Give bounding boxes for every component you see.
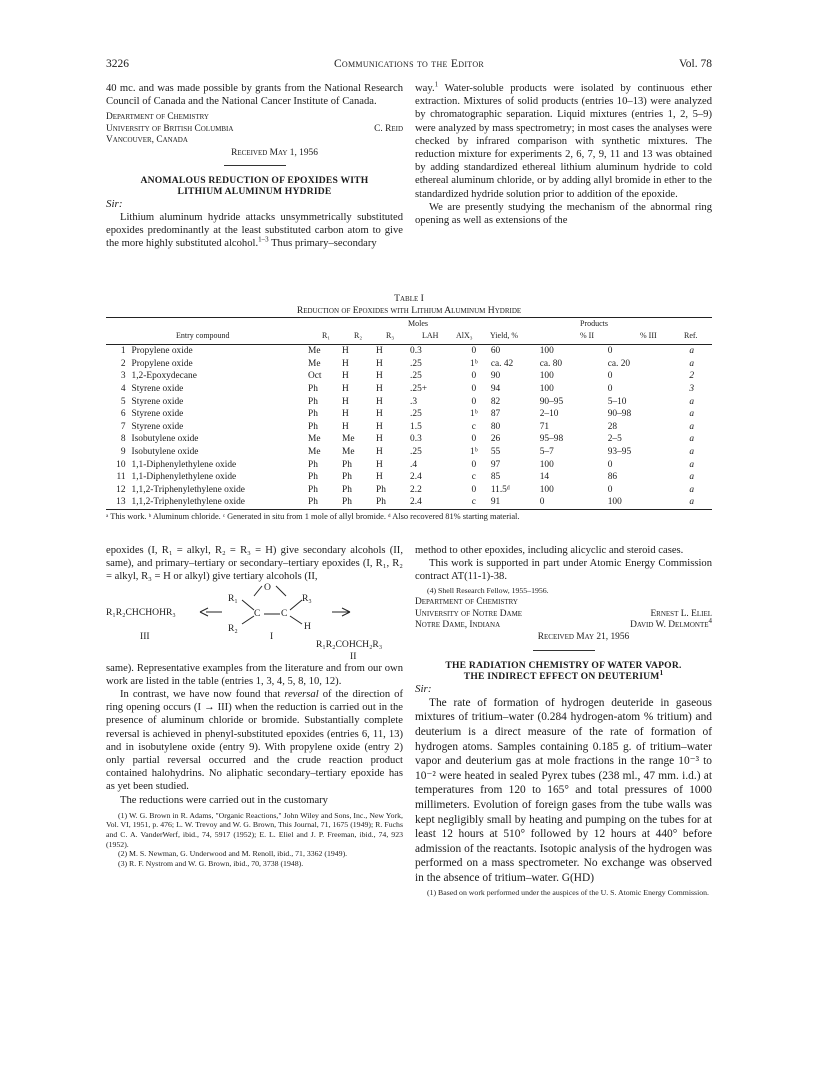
table-cell: 87 <box>490 409 501 420</box>
table-label: Table I <box>394 293 424 304</box>
table-cell: 71 <box>539 421 550 432</box>
running-title: Communications to the Editor <box>333 58 485 70</box>
table-cell: c <box>471 421 476 432</box>
epoxide-label: I <box>270 630 274 642</box>
table-cell: 5–7 <box>539 447 554 458</box>
column-header: AlX₃ <box>456 331 473 340</box>
table-cell: 100 <box>539 346 554 357</box>
table-cell: 0 <box>471 371 477 382</box>
table-cell: Isobutylene oxide <box>131 447 199 458</box>
table-cell: 0 <box>539 497 545 508</box>
table-title: Reduction of Epoxides with Lithium Aluminum Hydride <box>296 305 522 316</box>
table-cell: 100 <box>539 459 554 470</box>
table-row <box>106 358 712 371</box>
table-cell: 0 <box>607 459 613 470</box>
table-cell: a <box>689 472 695 483</box>
table-cell: 3 <box>689 384 695 395</box>
table-cell: 0.3 <box>410 346 422 357</box>
paragraph: This work is supported in part under Atomic Energy Commission contract AT(11-1)-38. <box>415 558 712 583</box>
table-cell: Ph <box>342 459 352 470</box>
table-cell: H <box>376 358 383 369</box>
carbon-atom: C <box>254 607 261 619</box>
table-cell: a <box>689 497 695 508</box>
table-row <box>106 446 712 459</box>
table-cell: H <box>376 459 383 470</box>
table-cell: .25 <box>410 358 422 369</box>
group-header-products: Products <box>580 319 608 328</box>
table-cell: 7 <box>120 421 126 432</box>
table-row <box>106 383 712 396</box>
table-cell: 0 <box>607 484 613 495</box>
table-cell: 5–10 <box>607 396 627 407</box>
table-cell: a <box>689 421 695 432</box>
table-cell: .25+ <box>410 384 428 395</box>
table-cell: 94 <box>490 384 501 395</box>
table-cell: Ph <box>376 484 386 495</box>
paragraph: method to other epoxides, including alicyclic and steroid cases. <box>415 545 684 556</box>
table-cell: 4 <box>120 384 126 395</box>
table-cell: 2.2 <box>410 484 422 495</box>
table-cell: 1ᵇ <box>470 409 478 420</box>
table-cell: H <box>342 409 349 420</box>
table-row <box>106 484 712 497</box>
paragraph: Lithium aluminum hydride attacks unsymmetrically substituted epoxides predominantly at the least substituted carbon atom to give the more highly substituted alcohol.$^{1-3}$ Thus primary–secondary <box>106 212 403 250</box>
salutation: Sir: <box>415 682 432 695</box>
affil-line: Department of Chemistry <box>106 112 209 123</box>
footnote: (4) Shell Research Fellow, 1955–1956. <box>427 585 549 595</box>
table-cell: 82 <box>490 396 501 407</box>
table-cell: 8 <box>120 434 126 445</box>
paragraph: same). Representative examples from the literature and from our own work are listed in the table (entries 1, 3, 4, 5, 8, 10, 12). <box>106 662 403 687</box>
affil-line: Notre Dame, Indiana <box>415 620 501 631</box>
paragraph: epoxides (I, R₁ = alkyl, R₂ = R₃ = H) give secondary alcohols (II, same), and primary–tertiary or secondary–tertiary epoxides (I, R₁, R₂ = alkyl, R₃ = H or alkyl) give tertiary alcohols (II, <box>106 545 403 583</box>
table-cell: 0.3 <box>410 434 422 445</box>
table-cell: .25 <box>410 409 422 420</box>
table-cell: Propylene oxide <box>131 346 193 357</box>
table-cell: 14 <box>539 472 550 483</box>
table-row <box>106 458 712 471</box>
table-row <box>106 408 712 421</box>
left-column-top <box>106 82 403 251</box>
table-cell: 2–5 <box>607 434 622 445</box>
affiliation <box>415 597 712 631</box>
article-title <box>415 660 712 683</box>
title-line: THE RADIATION CHEMISTRY OF WATER VAPOR. <box>445 659 682 671</box>
affil-line-with-author <box>415 609 712 620</box>
column-header: Yield, % <box>490 331 518 340</box>
table-cell: ca. 80 <box>539 358 563 369</box>
table-cell: Styrene oxide <box>131 384 184 395</box>
table-cell: 28 <box>607 421 618 432</box>
table-cell: 1ᵇ <box>470 358 478 369</box>
table-cell: Isobutylene oxide <box>131 434 199 445</box>
table-cell: 2–10 <box>539 409 559 420</box>
column-header: Ref. <box>684 331 698 340</box>
table-cell: Me <box>342 447 355 458</box>
paragraph: In contrast, we have now found that reversal of the direction of ring opening occurs (I → III) when the reduction is carried out in the presence of aluminum chloride or bromide. Substantially complete reversal is achieved in phenyl-substituted epoxides (entries 6, 11, 13) and in isobutylene oxide (entry 9). With propylene oxide (entry 2) only partial reversal occurred and the crude reaction product contained halohydrins. No aliphatic secondary–tertiary epoxide has as yet been studied. <box>106 689 403 793</box>
table-cell: H <box>342 358 349 369</box>
footnotes <box>106 811 403 869</box>
table-cell: Ph <box>307 396 318 407</box>
table-footnotes: ᵃ This work. ᵇ Aluminum chloride. ᶜ Generated in situ from 1 mole of allyl bromide. ᵈ Also recovered 81% starting material. <box>106 511 520 521</box>
table-cell: 10 <box>116 459 126 470</box>
table-cell: 1ᵇ <box>470 447 478 458</box>
table-cell: a <box>689 346 695 357</box>
table-cell: c <box>471 472 476 483</box>
table-cell: Oct <box>307 371 322 382</box>
table-cell: .25 <box>410 371 422 382</box>
table-cell: .25 <box>410 447 422 458</box>
table-cell: 100 <box>539 371 554 382</box>
table-cell: Styrene oxide <box>131 409 184 420</box>
table-cell: Ph <box>307 409 318 420</box>
column-header: % II <box>580 331 594 340</box>
right-column-bottom <box>415 544 712 897</box>
table-cell: Styrene oxide <box>131 396 184 407</box>
table-cell: 0 <box>607 371 613 382</box>
table-cell: 1.5 <box>410 421 422 432</box>
table-cell: 1,1,2-Triphenylethylene oxide <box>131 484 245 495</box>
substituent-r2: R₂ <box>228 622 238 634</box>
table-cell: 0 <box>471 459 477 470</box>
table-cell: H <box>342 396 349 407</box>
table-cell: 91 <box>490 497 501 508</box>
table-cell: 2 <box>689 371 695 382</box>
substituent-r3: R₃ <box>302 592 312 604</box>
title-line: THE INDIRECT EFFECT ON DEUTERIUM$^1$ <box>463 668 664 683</box>
table-cell: a <box>689 459 695 470</box>
table-cell: 100 <box>539 484 554 495</box>
column-header: R₃ <box>386 331 395 340</box>
table-cell: H <box>342 371 349 382</box>
column-header: Entry compound <box>176 331 230 340</box>
salutation: Sir: <box>106 197 123 210</box>
table-cell: Ph <box>307 472 318 483</box>
epoxide-oxygen: O <box>264 581 271 593</box>
author-name: David W. Delmonte$^4$ <box>630 616 712 631</box>
table-cell: 55 <box>490 447 501 458</box>
paragraph: The rate of formation of hydrogen deuteride in gaseous mixtures of tritium–water (0.284 hydrogen-atom % tritium) and deuterium is a direct measure of the rate of formation of hydrogen atoms. Samples containing 0.185 g. of tritium–water vapor and deuterium gas at mole fractions in the range 10⁻³ to 10⁻² were heated in sealed Pyrex tubes (238 ml., 47 mm. i.d.) at temperatures from 120 to 165° and total pressures of 1000 millimeters. Evolution of foreign gases from the tube walls was kept negligibly small by heating and pumping on the tubes for at least 12 hours at 510° followed by 12 hours at 440° before admission of the reactants. Isotopic analysis of the hydrogen was performed on a mass spectrometer. No exchange was observed in the absence of tritium–water. G(HD) <box>415 696 712 884</box>
table-cell: 90 <box>490 371 501 382</box>
table-row <box>106 433 712 446</box>
table-cell: ca. 20 <box>607 358 631 369</box>
column-header: R₁ <box>322 331 331 340</box>
table-cell: H <box>376 371 383 382</box>
table-cell: 1,2-Epoxydecane <box>131 371 197 382</box>
table-cell: 1,1-Diphenylethylene oxide <box>131 459 237 470</box>
table-cell: Me <box>307 346 321 357</box>
table-cell: Ph <box>342 472 352 483</box>
table-rule <box>106 509 712 510</box>
group-header-moles: Moles <box>408 319 428 328</box>
table-cell: Me <box>307 358 321 369</box>
table-cell: 90–98 <box>607 409 632 420</box>
paragraph: We are presently studying the mechanism of the abnormal ring opening as well as extensions of the <box>415 201 712 227</box>
table-cell: Me <box>342 434 355 445</box>
author-name: Ernest L. Eliel <box>650 608 712 619</box>
prev-article-closing: 40 mc. and was made possible by grants from the National Research Council of Canada and the National Cancer Institute of Canada. <box>106 83 403 108</box>
affil-line-with-author <box>415 616 712 631</box>
table-cell: Ph <box>342 484 352 495</box>
table-cell: 93–95 <box>607 447 632 458</box>
page-number: 3226 <box>106 58 129 70</box>
table-row <box>106 395 712 408</box>
table-cell: 0 <box>471 396 477 407</box>
table-cell: 11 <box>116 472 126 483</box>
table-row <box>106 421 712 434</box>
affil-line: Vancouver, Canada <box>106 135 188 146</box>
table-cell: H <box>376 421 383 432</box>
section-divider <box>224 165 286 166</box>
table-cell: a <box>689 447 695 458</box>
table-cell: a <box>689 434 695 445</box>
table-cell: H <box>376 384 383 395</box>
column-header: R₂ <box>354 331 363 340</box>
table-cell: H <box>376 434 383 445</box>
received-date: Received May 1, 1956 <box>231 147 318 158</box>
table-cell: H <box>342 346 349 357</box>
table-cell: 2.4 <box>410 497 422 508</box>
table-cell: .4 <box>410 459 418 470</box>
table-cell: 2.4 <box>410 472 422 483</box>
table-cell: Ph <box>307 459 318 470</box>
table-cell: H <box>376 447 383 458</box>
paragraph: way.$^1$ Water-soluble products were isolated by continuous ether extraction. Mixtures of solid products (entries 10–13) were analyzed by chromatographic separation. Liquid mixtures (entries 1, 2, 5–9) were analyzed by mass spectrometry; in most cases the analyses were checked by infrared comparison with synthetic mixtures. The reduction mixture for experiments 2, 6, 7, 9, 11 and 13 was obtained by adding standardized ethereal lithium aluminum hydride to cold ethereal aluminum chloride, or by adding allyl bromide in ether to the standardized hydride solution prior to addition of the epoxide. <box>415 80 712 200</box>
table-cell: a <box>689 409 695 420</box>
received-date: Received May 21, 1956 <box>537 632 630 643</box>
article-title <box>106 175 403 198</box>
footnote: (2) M. S. Newman, G. Underwood and M. Renoll, ibid., 71, 3362 (1949). <box>118 849 348 859</box>
table-cell: Ph <box>307 421 318 432</box>
column-header: % III <box>640 331 657 340</box>
table-cell: 6 <box>120 409 126 420</box>
table-header <box>106 318 712 344</box>
affil-line: Department of Chemistry <box>415 597 518 608</box>
running-header <box>106 58 712 76</box>
substituent-r1: R₁ <box>228 592 238 604</box>
prev-affiliation <box>106 112 403 146</box>
table-cell: Ph <box>307 384 318 395</box>
title-line: ANOMALOUS REDUCTION OF EPOXIDES WITH <box>140 174 369 186</box>
table-cell: Ph <box>342 497 352 508</box>
table-cell: 3 <box>120 371 126 382</box>
table-row <box>106 471 712 484</box>
table-cell: 1,1-Diphenylethylene oxide <box>131 472 237 483</box>
substituent-h: H <box>304 620 311 632</box>
affil-line: University of Notre Dame <box>415 608 523 619</box>
left-column-bottom <box>106 544 403 868</box>
table-cell: H <box>342 421 349 432</box>
table-row <box>106 345 712 358</box>
table-cell: H <box>376 346 383 357</box>
table-cell: 26 <box>490 434 501 445</box>
column-header: LAH <box>422 331 439 340</box>
affil-line-with-author <box>106 124 403 135</box>
table-cell: 2 <box>120 358 126 369</box>
table-cell: H <box>376 472 383 483</box>
section-divider <box>533 650 595 651</box>
table-cell: H <box>342 384 349 395</box>
table-cell: 0 <box>607 384 613 395</box>
table-cell: Ph <box>307 484 318 495</box>
table-row <box>106 496 712 509</box>
paragraph: The reductions were carried out in the customary <box>120 794 328 806</box>
table-cell: .3 <box>410 396 418 407</box>
right-column-top <box>415 82 712 227</box>
reaction-scheme <box>106 581 403 662</box>
table-cell: a <box>689 484 695 495</box>
product-iii-formula: R₁R₂CHCHOHR₃ <box>106 606 176 618</box>
affil-line: University of British Columbia <box>106 123 234 134</box>
table-cell: 90–95 <box>539 396 564 407</box>
author-name: C. Reid <box>374 123 403 134</box>
table-cell: 100 <box>539 384 554 395</box>
table-cell: Me <box>307 434 321 445</box>
table-row <box>106 370 712 383</box>
table-cell: 0 <box>607 346 613 357</box>
volume-label: Vol. 78 <box>678 58 712 70</box>
table-cell: 60 <box>490 346 501 357</box>
table-cell: ca. 42 <box>490 358 514 369</box>
table-cell: Ph <box>307 497 318 508</box>
table-cell: 0 <box>471 346 477 357</box>
footnote: (3) R. F. Nystrom and W. G. Brown, ibid., 70, 3738 (1948). <box>118 858 304 868</box>
table-cell: 86 <box>607 472 618 483</box>
table-cell: 5 <box>120 396 126 407</box>
table-cell: 85 <box>490 472 501 483</box>
product-iii-label: III <box>140 630 150 642</box>
table-cell: 100 <box>607 497 622 508</box>
table-cell: 80 <box>490 421 501 432</box>
footnote: (1) W. G. Brown in R. Adams, "Organic Reactions," John Wiley and Sons, Inc., New York, Vol. VI, 1951, p. 476; L. W. Trevoy and W. G. Brown, This Journal, 71, 1675 (1949); R. Fuchs and C. A. VanderWerf, ibid., 74, 5917 (1952); E. L. Eliel and J. P. Freeman, ibid., 74, 923 (1952). <box>106 810 403 849</box>
table-cell: c <box>471 497 476 508</box>
table-cell: Styrene oxide <box>131 421 184 432</box>
table-cell: a <box>689 358 695 369</box>
table-cell: 0 <box>471 434 477 445</box>
title-line: LITHIUM ALUMINUM HYDRIDE <box>177 186 332 198</box>
table-cell: 97 <box>490 459 501 470</box>
table-cell: 11.5ᵈ <box>490 484 510 495</box>
table-cell: H <box>376 396 383 407</box>
table-cell: 1,1,2-Triphenylethylene oxide <box>131 497 245 508</box>
table-body <box>106 345 712 509</box>
product-ii-label: II <box>350 650 357 662</box>
table-cell: 0 <box>471 484 477 495</box>
table-cell: 95–98 <box>539 434 564 445</box>
table-cell: Propylene oxide <box>131 358 193 369</box>
footnote: (1) Based on work performed under the auspices of the U. S. Atomic Energy Commission. <box>427 887 710 897</box>
table-cell: Ph <box>376 497 386 508</box>
table-cell: 1 <box>120 346 126 357</box>
table-1 <box>106 293 712 522</box>
table-cell: 13 <box>116 497 126 508</box>
table-cell: Me <box>307 447 321 458</box>
carbon-atom: C <box>281 607 288 619</box>
product-ii-formula: R₁R₂COHCH₂R₃ <box>316 638 383 650</box>
table-cell: a <box>689 396 695 407</box>
table-cell: 0 <box>471 384 477 395</box>
table-cell: H <box>376 409 383 420</box>
table-cell: 9 <box>120 447 126 458</box>
table-cell: 12 <box>116 484 126 495</box>
